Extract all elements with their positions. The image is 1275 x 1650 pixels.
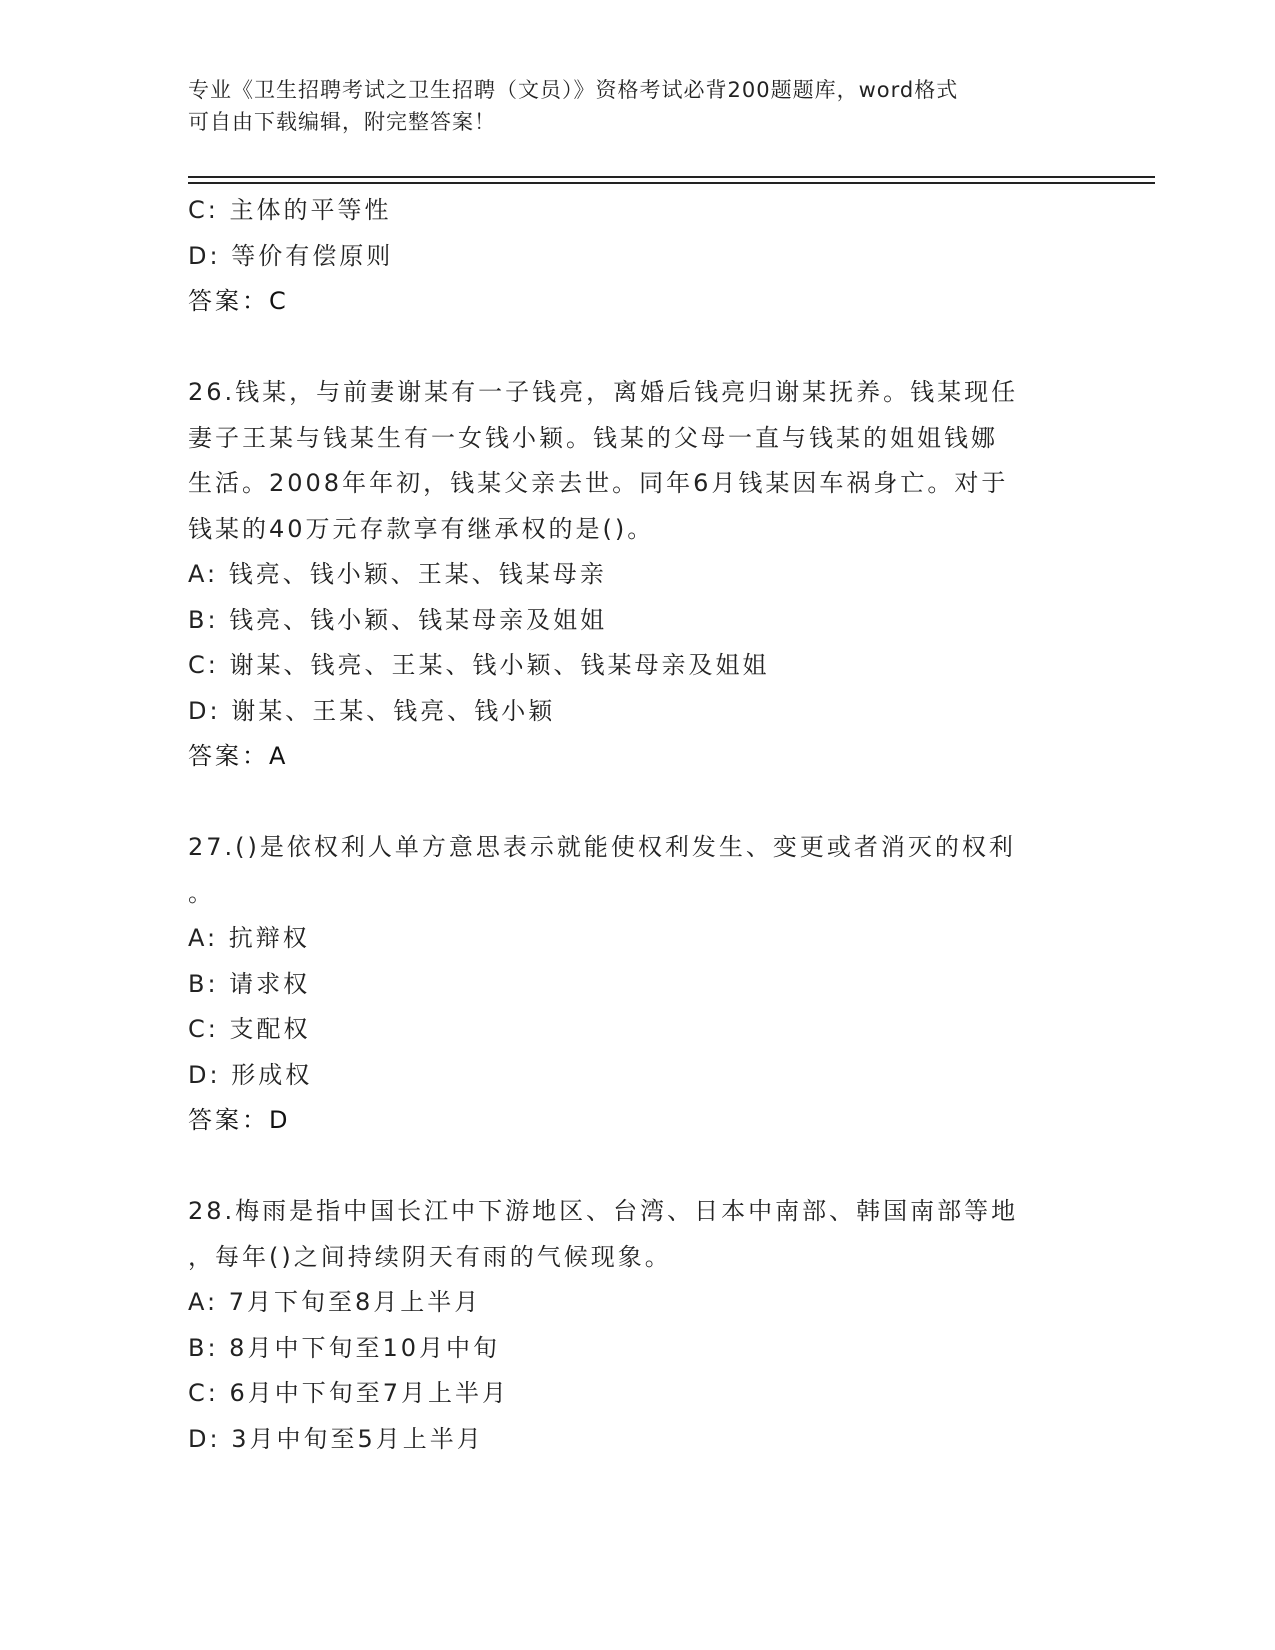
question-25-continued bbox=[188, 188, 1088, 325]
question-text-line: 27.()是依权利人单方意思表示就能使权利发生、变更或者消灭的权利 bbox=[188, 833, 1016, 861]
option-a: A: 抗辩权 bbox=[188, 924, 310, 952]
option-c: C: 主体的平等性 bbox=[188, 196, 392, 224]
document-body bbox=[188, 188, 1088, 1462]
option-c: C: 6月中下旬至7月上半月 bbox=[188, 1379, 510, 1407]
header-line-1: 专业《卫生招聘考试之卫生招聘（文员）》资格考试必背200题题库，word格式 bbox=[188, 78, 959, 102]
question-text-line: 妻子王某与钱某生有一女钱小颖。钱某的父母一直与钱某的姐姐钱娜 bbox=[188, 423, 998, 452]
question-28 bbox=[188, 1189, 1088, 1462]
option-c: C: 支配权 bbox=[188, 1015, 311, 1043]
spacer bbox=[188, 325, 1088, 371]
document-header bbox=[188, 74, 1068, 138]
header-line-2: 可自由下载编辑，附完整答案！ bbox=[188, 110, 496, 134]
question-text-line: 生活。2008年年初，钱某父亲去世。同年6月钱某因车祸身亡。对于 bbox=[188, 469, 1009, 497]
question-text-line: 钱某的40万元存款享有继承权的是()。 bbox=[188, 514, 655, 543]
option-c: C: 谢某、钱亮、王某、钱小颖、钱某母亲及姐姐 bbox=[188, 651, 770, 679]
option-b: B: 钱亮、钱小颖、钱某母亲及姐姐 bbox=[188, 605, 608, 634]
answer-line: 答案：A bbox=[188, 742, 289, 770]
option-b: B: 请求权 bbox=[188, 969, 311, 998]
option-d: D: 形成权 bbox=[188, 1060, 313, 1089]
option-d: D: 谢某、王某、钱亮、钱小颖 bbox=[188, 696, 556, 725]
answer-line: 答案：D bbox=[188, 1106, 291, 1134]
spacer bbox=[188, 780, 1088, 826]
answer-line: 答案：C bbox=[188, 287, 289, 315]
option-d: D: 3月中旬至5月上半月 bbox=[188, 1424, 484, 1453]
question-text-line: 。 bbox=[188, 878, 215, 907]
option-b: B: 8月中下旬至10月中旬 bbox=[188, 1333, 500, 1362]
option-d: D: 等价有偿原则 bbox=[188, 241, 394, 270]
header-rule-bottom bbox=[188, 182, 1155, 184]
option-a: A: 钱亮、钱小颖、王某、钱某母亲 bbox=[188, 560, 607, 588]
question-text-line: 26.钱某，与前妻谢某有一子钱亮，离婚后钱亮归谢某抚养。钱某现任 bbox=[188, 378, 1019, 406]
question-27 bbox=[188, 825, 1088, 1144]
option-a: A: 7月下旬至8月上半月 bbox=[188, 1288, 482, 1316]
question-26 bbox=[188, 370, 1088, 780]
question-text-line: ，每年()之间持续阴天有雨的气候现象。 bbox=[188, 1242, 672, 1271]
spacer bbox=[188, 1144, 1088, 1190]
header-rule-top bbox=[188, 176, 1155, 178]
question-text-line: 28.梅雨是指中国长江中下游地区、台湾、日本中南部、韩国南部等地 bbox=[188, 1197, 1019, 1225]
